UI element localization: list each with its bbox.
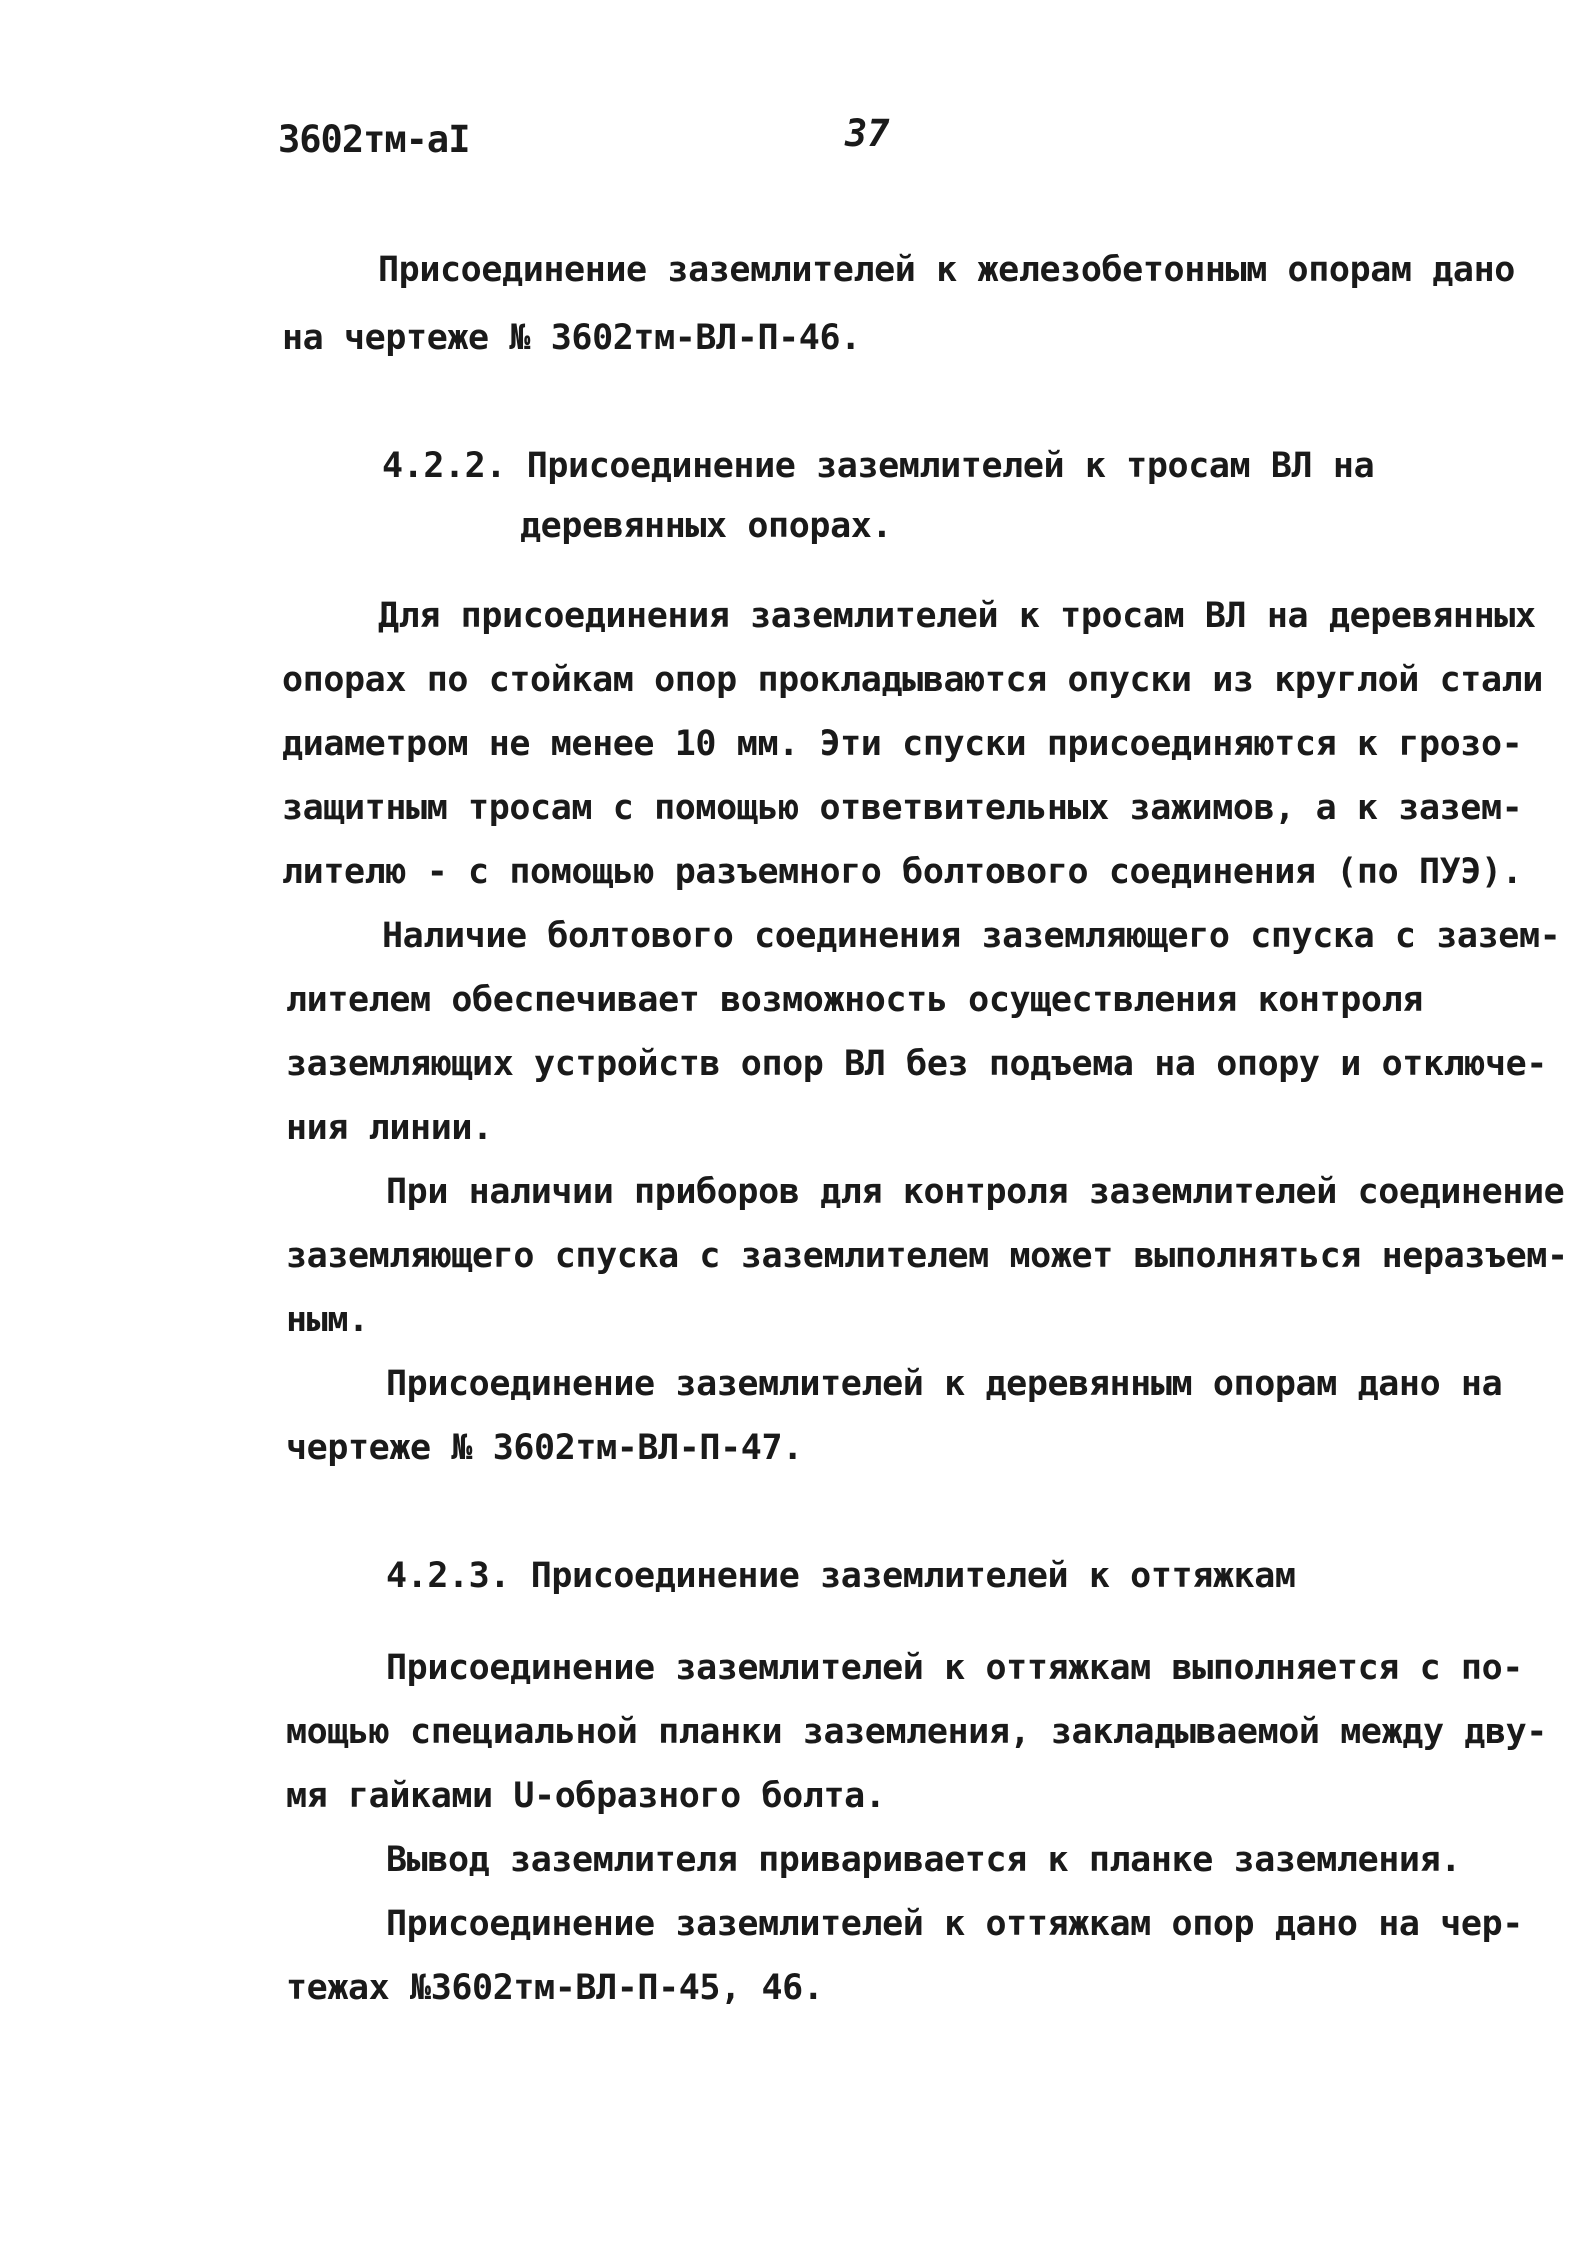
s422-p1-line-4: защитным тросам с помощью ответвительных зажимов, а к зазем- bbox=[282, 788, 1523, 828]
intro-line-1: Присоединение заземлителей к железобетонным опорам дано bbox=[378, 250, 1515, 290]
s422-p4-line-2: чертеже № 3602тм-ВЛ-П-47. bbox=[286, 1428, 803, 1468]
section-422-heading-1: 4.2.2. Присоединение заземлителей к тросам ВЛ на bbox=[382, 446, 1375, 486]
s422-p2-line-3: заземляющих устройств опор ВЛ без подъема на опору и отключе- bbox=[286, 1044, 1547, 1084]
s423-p3-line-1: Присоединение заземлителей к оттяжкам опор дано на чер- bbox=[386, 1904, 1523, 1944]
page-number: 37 bbox=[845, 112, 890, 155]
s422-p3-line-3: ным. bbox=[286, 1300, 369, 1340]
section-423-heading: 4.2.3. Присоединение заземлителей к оттяжкам bbox=[386, 1556, 1296, 1596]
s423-p2-line-1: Вывод заземлителя приваривается к планке заземления. bbox=[386, 1840, 1461, 1880]
s422-p3-line-1: При наличии приборов для контроля заземлителей соединение bbox=[386, 1172, 1565, 1212]
s423-p1-line-3: мя гайками U-образного болта. bbox=[286, 1776, 886, 1816]
s422-p3-line-2: заземляющего спуска с заземлителем может выполняться неразъем- bbox=[286, 1236, 1568, 1276]
section-422-heading-2: деревянных опорах. bbox=[520, 506, 893, 546]
s422-p2-line-2: лителем обеспечивает возможность осуществления контроля bbox=[286, 980, 1423, 1020]
s422-p1-line-3: диаметром не менее 10 мм. Эти спуски присоединяются к грозо- bbox=[282, 724, 1523, 764]
s422-p1-line-1: Для присоединения заземлителей к тросам ВЛ на деревянных bbox=[378, 596, 1536, 636]
s423-p1-line-2: мощью специальной планки заземления, закладываемой между дву- bbox=[286, 1712, 1547, 1752]
s423-p1-line-1: Присоединение заземлителей к оттяжкам выполняется с по- bbox=[386, 1648, 1523, 1688]
s422-p2-line-4: ния линии. bbox=[286, 1108, 493, 1148]
s422-p2-line-1: Наличие болтового соединения заземляющего спуска с зазем- bbox=[382, 916, 1561, 956]
document-code: 3602тм-аI bbox=[278, 118, 470, 161]
s422-p1-line-2: опорах по стойкам опор прокладываются опуски из круглой стали bbox=[282, 660, 1543, 700]
s422-p4-line-1: Присоединение заземлителей к деревянным опорам дано на bbox=[386, 1364, 1503, 1404]
s422-p1-line-5: лителю - с помощью разъемного болтового соединения (по ПУЭ). bbox=[282, 852, 1523, 892]
intro-line-2: на чертеже № 3602тм-ВЛ-П-46. bbox=[282, 318, 861, 358]
s423-p3-line-2: тежах №3602тм-ВЛ-П-45, 46. bbox=[286, 1968, 824, 2008]
